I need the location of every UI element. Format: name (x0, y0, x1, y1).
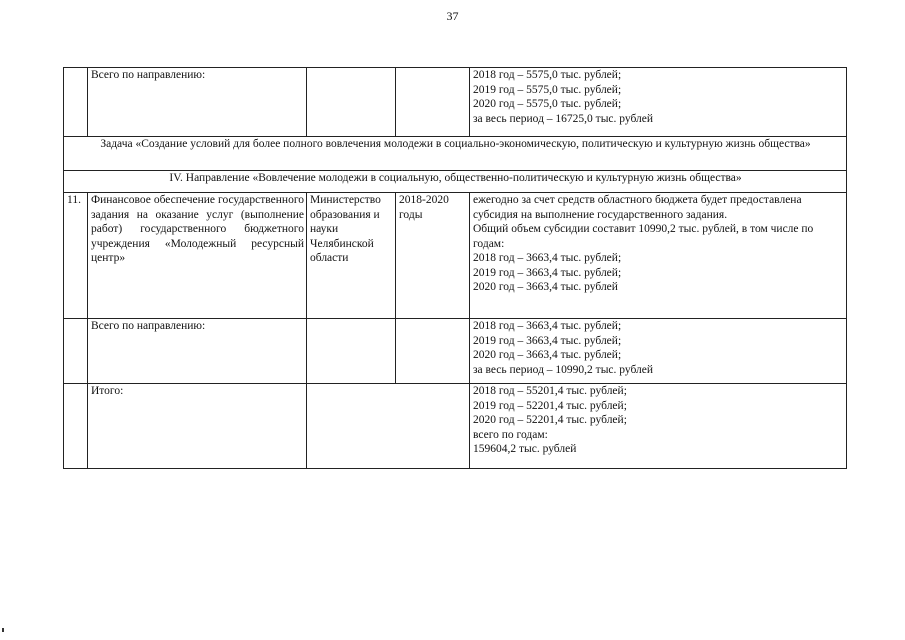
amount-line: 159604,2 тыс. рублей (473, 443, 577, 455)
program-table (63, 67, 847, 469)
number-cell (64, 68, 88, 137)
number-cell (64, 319, 88, 384)
amount-line: 2019 год – 3663,4 тыс. рублей; (473, 334, 622, 347)
amount-line: 2018 год – 5575,0 тыс. рублей; (473, 69, 622, 81)
amount-line: за весь период – 10990,2 тыс. рублей (473, 363, 654, 376)
year-amount-line: 2020 год – 3663,4 тыс. рублей (473, 281, 618, 293)
page-number: 37 (446, 9, 459, 23)
funding-total-note: Общий объем субсидии составит 10990,2 тыс. рублей, в том числе по годам: (473, 223, 814, 250)
number-cell (64, 384, 88, 469)
period-cell (396, 319, 470, 384)
amount-line: 2019 год – 5575,0 тыс. рублей; (473, 83, 622, 96)
year-amount-line: 2018 год – 3663,4 тыс. рублей; (473, 252, 622, 264)
item-number: 11. (64, 193, 88, 319)
period-cell (396, 68, 470, 137)
total-label: Итого: (88, 384, 307, 469)
amount-line: 2020 год – 3663,4 тыс. рублей; (473, 349, 622, 361)
summary-amounts (470, 68, 847, 137)
total-amounts (470, 384, 847, 469)
amount-line: за весь период – 16725,0 тыс. рублей (473, 112, 654, 125)
grand-total-row (64, 384, 847, 469)
item-activity: Финансовое обеспечение государственного задания на оказание услуг (выполнение работ) государственного бюджетного учреждения «Молодежный ресурсный центр» (88, 193, 307, 319)
task-row (64, 137, 847, 171)
summary-label: Всего по направлению: (88, 68, 307, 137)
amount-line: 2018 год – 55201,4 тыс. рублей; (473, 385, 627, 397)
year-amount-line: 2019 год – 3663,4 тыс. рублей; (473, 266, 622, 279)
amount-line: 2019 год – 52201,4 тыс. рублей; (473, 399, 627, 412)
direction-heading: IV. Направление «Вовлечение молодежи в социальную, общественно-политическую и культурную жизнь общества» (64, 171, 847, 193)
summary-label: Всего по направлению: (88, 319, 307, 384)
table-row (64, 193, 847, 319)
scan-mark (2, 628, 4, 632)
amount-line: 2018 год – 3663,4 тыс. рублей; (473, 320, 622, 332)
direction-summary-row (64, 68, 847, 137)
amount-line: всего по годам: (473, 428, 548, 441)
item-executor: Министерство образования и науки Челябинской области (307, 193, 396, 319)
summary-amounts (470, 319, 847, 384)
executor-cell (307, 319, 396, 384)
direction-summary-row (64, 319, 847, 384)
item-period: 2018-2020 годы (396, 193, 470, 319)
executor-period-cell (307, 384, 470, 469)
executor-cell (307, 68, 396, 137)
direction-row (64, 171, 847, 193)
amount-line: 2020 год – 5575,0 тыс. рублей; (473, 98, 622, 110)
funding-note: ежегодно за счет средств областного бюджета будет предоставлена субсидия на выполнение государственного задания. (473, 194, 802, 221)
task-heading: Задача «Создание условий для более полного вовлечения молодежи в социально-экономическую, политическую и культурную жизнь общества» (64, 137, 847, 171)
item-funding (470, 193, 847, 319)
amount-line: 2020 год – 52201,4 тыс. рублей; (473, 414, 627, 426)
